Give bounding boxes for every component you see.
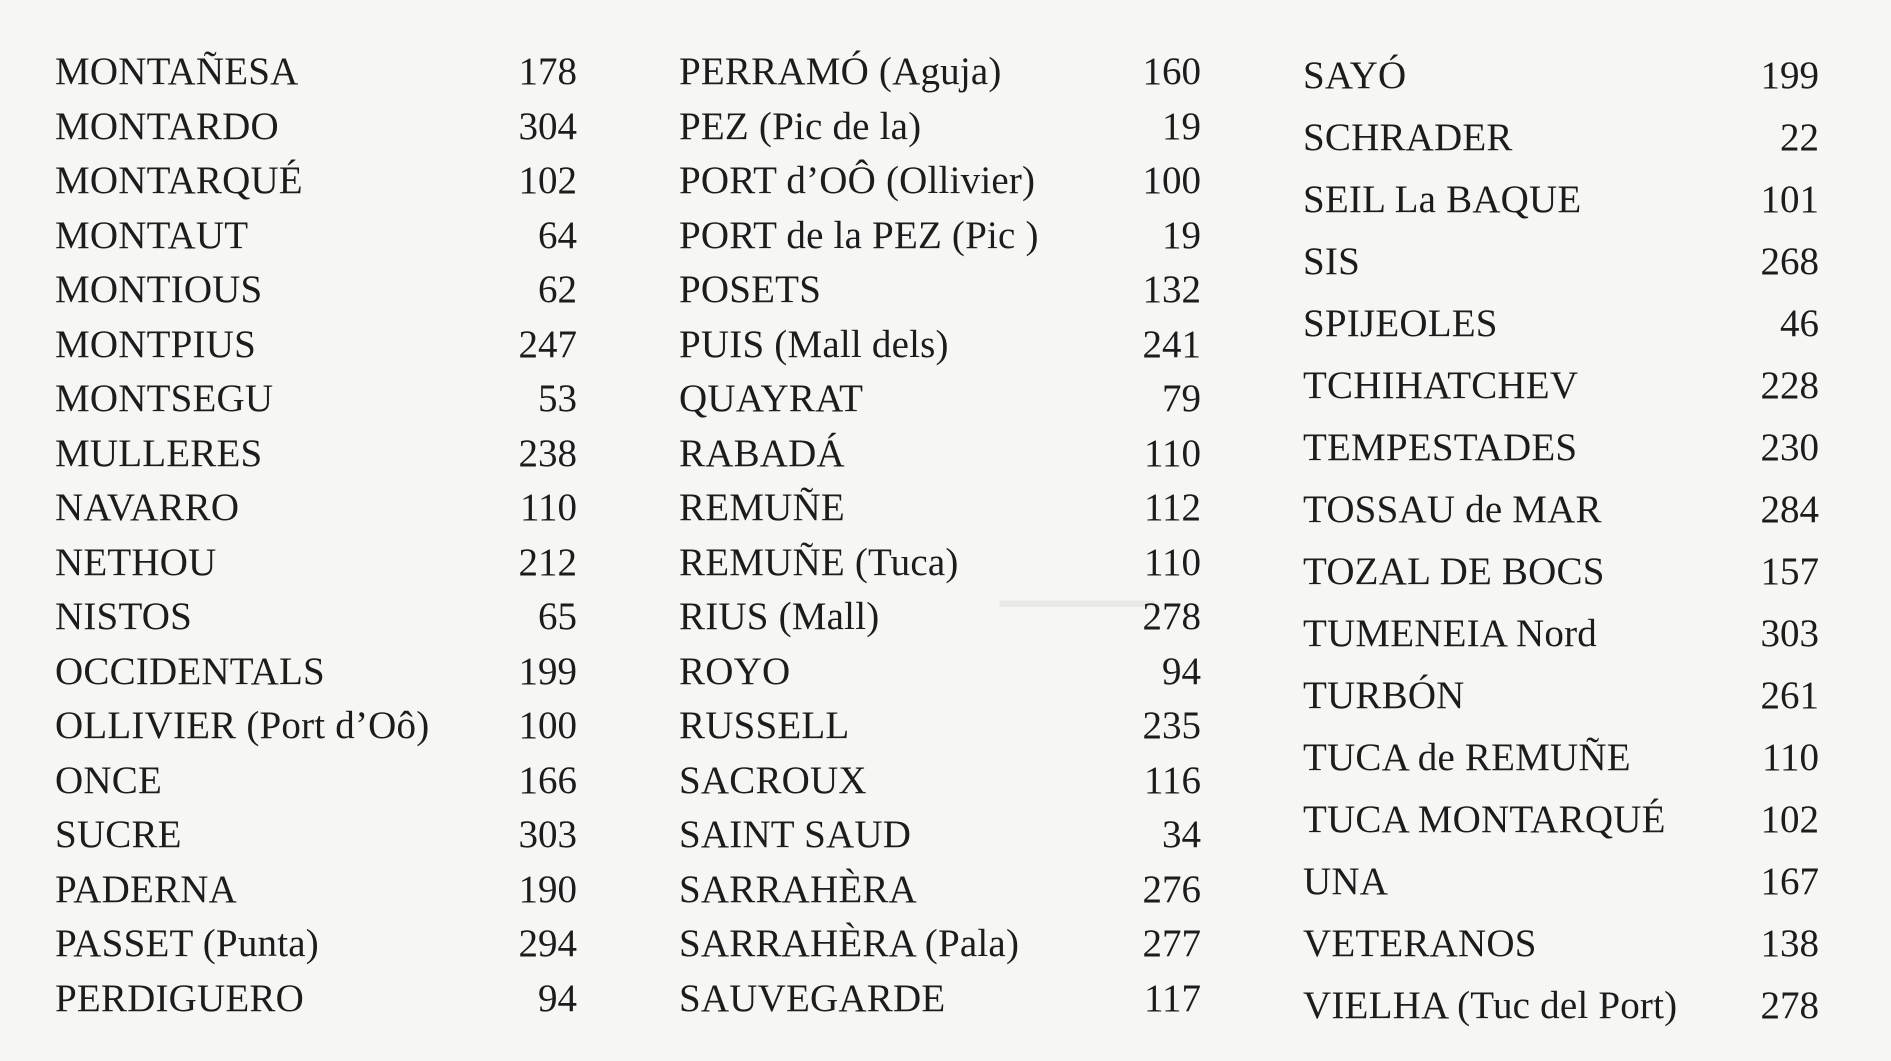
- entry-name: SUCRE: [55, 813, 182, 856]
- entry-page-number: 132: [1142, 268, 1201, 311]
- entry-page-number: 46: [1780, 302, 1819, 345]
- entry-page-number: 22: [1780, 116, 1819, 159]
- entry-name: NETHOU: [55, 540, 217, 584]
- entry-name: OCCIDENTALS: [55, 649, 325, 693]
- index-entry: [55, 318, 577, 373]
- index-entry: [55, 427, 577, 482]
- entry-page-number: 241: [1142, 322, 1201, 366]
- entry-page-number: 294: [518, 922, 577, 965]
- entry-page-number: 101: [1760, 178, 1819, 221]
- entry-name: MULLERES: [55, 431, 263, 475]
- entry-name: TUCA MONTARQUÉ: [1303, 798, 1666, 841]
- entry-page-number: 268: [1760, 240, 1819, 283]
- entry-page-number: 303: [518, 813, 577, 856]
- entry-name: MONTARDO: [55, 104, 279, 148]
- index-entry: [1303, 851, 1819, 913]
- entry-name: NAVARRO: [55, 486, 240, 529]
- entry-page-number: 53: [538, 377, 577, 420]
- entry-name: REMUÑE: [679, 486, 845, 529]
- entry-name: POSETS: [679, 268, 822, 311]
- entry-page-number: 110: [519, 486, 577, 529]
- entry-page-number: 199: [518, 649, 577, 693]
- entry-name: REMUÑE (Tuca): [679, 540, 959, 584]
- entry-name: SAINT SAUD: [679, 813, 912, 856]
- entry-name: PEZ (Pic de la): [679, 104, 922, 148]
- index-entry: [679, 372, 1201, 427]
- index-entry: [1303, 975, 1819, 1037]
- entry-name: QUAYRAT: [679, 377, 864, 420]
- index-entry: [1303, 913, 1819, 975]
- entry-page-number: 116: [1143, 758, 1201, 802]
- index-entry: [679, 699, 1201, 754]
- entry-name: SARRAHÈRA (Pala): [679, 922, 1020, 965]
- entry-name: PADERNA: [55, 867, 238, 911]
- index-entry: [679, 263, 1201, 318]
- index-entry: [1303, 541, 1819, 603]
- index-entry: [679, 154, 1201, 209]
- index-entry: [55, 699, 577, 754]
- index-entry: [55, 917, 577, 972]
- entry-name: PORT de la PEZ (Pic ): [679, 213, 1039, 257]
- entry-page-number: 276: [1142, 867, 1201, 911]
- entry-page-number: 304: [518, 104, 577, 148]
- index-entry: [55, 590, 577, 645]
- index-entry: [679, 972, 1201, 1027]
- entry-name: RABADÁ: [679, 431, 845, 475]
- entry-name: SIS: [1303, 240, 1360, 283]
- index-column-1: [55, 45, 577, 1026]
- entry-name: UNA: [1303, 860, 1389, 903]
- entry-page-number: 102: [518, 159, 577, 202]
- entry-page-number: 102: [1760, 798, 1819, 841]
- index-entry: [1303, 417, 1819, 479]
- entry-name: TUCA de REMUÑE: [1303, 736, 1631, 779]
- entry-name: PORT d’OÔ (Ollivier): [679, 159, 1036, 202]
- index-entry: [679, 645, 1201, 700]
- entry-page-number: 117: [1143, 976, 1201, 1020]
- entry-name: RIUS (Mall): [679, 595, 880, 638]
- index-entry: [679, 100, 1201, 155]
- entry-name: SAYÓ: [1303, 54, 1407, 97]
- entry-name: MONTSEGU: [55, 377, 274, 420]
- index-entry: [1303, 789, 1819, 851]
- entry-page-number: 64: [538, 213, 577, 257]
- entry-page-number: 160: [1142, 50, 1201, 93]
- index-entry: [1303, 231, 1819, 293]
- index-column-2: [679, 45, 1201, 1026]
- index-entry: [55, 863, 577, 918]
- entry-page-number: 19: [1162, 213, 1201, 257]
- index-entry: [679, 536, 1201, 591]
- entry-page-number: 199: [1760, 54, 1819, 97]
- entry-page-number: 110: [1143, 431, 1201, 475]
- index-entry: [55, 209, 577, 264]
- entry-page-number: 110: [1761, 736, 1819, 779]
- entry-name: OLLIVIER (Port d’Oô): [55, 704, 430, 747]
- entry-name: PERRAMÓ (Aguja): [679, 50, 1002, 93]
- index-entry: [55, 972, 577, 1027]
- index-entry: [679, 808, 1201, 863]
- index-entry: [55, 372, 577, 427]
- entry-page-number: 284: [1760, 488, 1819, 531]
- entry-name: PASSET (Punta): [55, 922, 319, 965]
- entry-name: MONTIOUS: [55, 268, 263, 311]
- entry-name: SARRAHÈRA: [679, 867, 918, 911]
- entry-page-number: 247: [518, 322, 577, 366]
- entry-page-number: 94: [1162, 649, 1201, 693]
- entry-page-number: 100: [518, 704, 577, 747]
- index-entry: [55, 263, 577, 318]
- index-entry: [1303, 727, 1819, 789]
- entry-page-number: 79: [1162, 377, 1201, 420]
- entry-page-number: 238: [518, 431, 577, 475]
- index-entry: [679, 318, 1201, 373]
- index-entry: [679, 209, 1201, 264]
- index-entry: [679, 590, 1201, 645]
- entry-page-number: 277: [1142, 922, 1201, 965]
- index-entry: [679, 481, 1201, 536]
- entry-page-number: 65: [538, 595, 577, 638]
- entry-name: NISTOS: [55, 595, 193, 638]
- index-entry: [55, 45, 577, 100]
- entry-name: TOZAL DE BOCS: [1303, 550, 1605, 593]
- index-entry: [55, 645, 577, 700]
- entry-name: SEIL La BAQUE: [1303, 178, 1582, 221]
- entry-page-number: 178: [518, 50, 577, 93]
- index-entry: [679, 754, 1201, 809]
- entry-page-number: 19: [1162, 104, 1201, 148]
- entry-name: TEMPESTADES: [1303, 426, 1578, 469]
- entry-name: TURBÓN: [1303, 674, 1465, 717]
- index-entry: [1303, 293, 1819, 355]
- index-entry: [55, 481, 577, 536]
- entry-name: SCHRADER: [1303, 116, 1513, 159]
- index-entry: [1303, 355, 1819, 417]
- entry-name: ONCE: [55, 758, 162, 802]
- entry-page-number: 235: [1142, 704, 1201, 747]
- entry-page-number: 138: [1760, 922, 1819, 965]
- index-entry: [1303, 107, 1819, 169]
- index-column-3: [1303, 45, 1819, 1037]
- entry-name: MONTAUT: [55, 213, 249, 257]
- index-entry: [1303, 45, 1819, 107]
- index-entry: [55, 536, 577, 591]
- entry-page-number: 167: [1760, 860, 1819, 903]
- entry-name: VIELHA (Tuc del Port): [1303, 984, 1678, 1027]
- index-entry: [1303, 479, 1819, 541]
- entry-name: MONTAÑESA: [55, 50, 299, 93]
- entry-name: MONTPIUS: [55, 322, 256, 366]
- index-entry: [55, 100, 577, 155]
- index-entry: [679, 917, 1201, 972]
- entry-name: VETERANOS: [1303, 922, 1537, 965]
- entry-name: SAUVEGARDE: [679, 976, 946, 1020]
- entry-page-number: 303: [1760, 612, 1819, 655]
- entry-name: TUMENEIA Nord: [1303, 612, 1597, 655]
- entry-page-number: 34: [1162, 813, 1201, 856]
- entry-name: PERDIGUERO: [55, 976, 305, 1020]
- entry-page-number: 94: [538, 976, 577, 1020]
- entry-page-number: 166: [518, 758, 577, 802]
- index-entry: [55, 154, 577, 209]
- entry-name: SACROUX: [679, 758, 867, 802]
- entry-name: ROYO: [679, 649, 791, 693]
- entry-page-number: 278: [1142, 595, 1201, 638]
- bleed-through-artifact: ▁▁▁▁▁: [1000, 561, 1154, 606]
- index-entry: [1303, 665, 1819, 727]
- index-entry: [1303, 603, 1819, 665]
- index-entry: [55, 754, 577, 809]
- entry-page-number: 230: [1760, 426, 1819, 469]
- entry-page-number: 62: [538, 268, 577, 311]
- index-entry: [679, 427, 1201, 482]
- entry-page-number: 112: [1143, 486, 1201, 529]
- entry-page-number: 190: [518, 867, 577, 911]
- entry-name: PUIS (Mall dels): [679, 322, 949, 366]
- index-entry: [679, 863, 1201, 918]
- entry-name: RUSSELL: [679, 704, 850, 747]
- index-entry: [679, 45, 1201, 100]
- entry-page-number: 228: [1760, 364, 1819, 407]
- entry-page-number: 157: [1760, 550, 1819, 593]
- entry-name: MONTARQUÉ: [55, 159, 303, 202]
- entry-page-number: 212: [518, 540, 577, 584]
- entry-page-number: 100: [1142, 159, 1201, 202]
- entry-page-number: 110: [1143, 540, 1201, 584]
- entry-page-number: 261: [1760, 674, 1819, 717]
- entry-name: SPIJEOLES: [1303, 302, 1498, 345]
- index-entry: [55, 808, 577, 863]
- index-entry: [1303, 169, 1819, 231]
- entry-page-number: 278: [1760, 984, 1819, 1027]
- entry-name: TCHIHATCHEV: [1303, 364, 1579, 407]
- entry-name: TOSSAU de MAR: [1303, 488, 1602, 531]
